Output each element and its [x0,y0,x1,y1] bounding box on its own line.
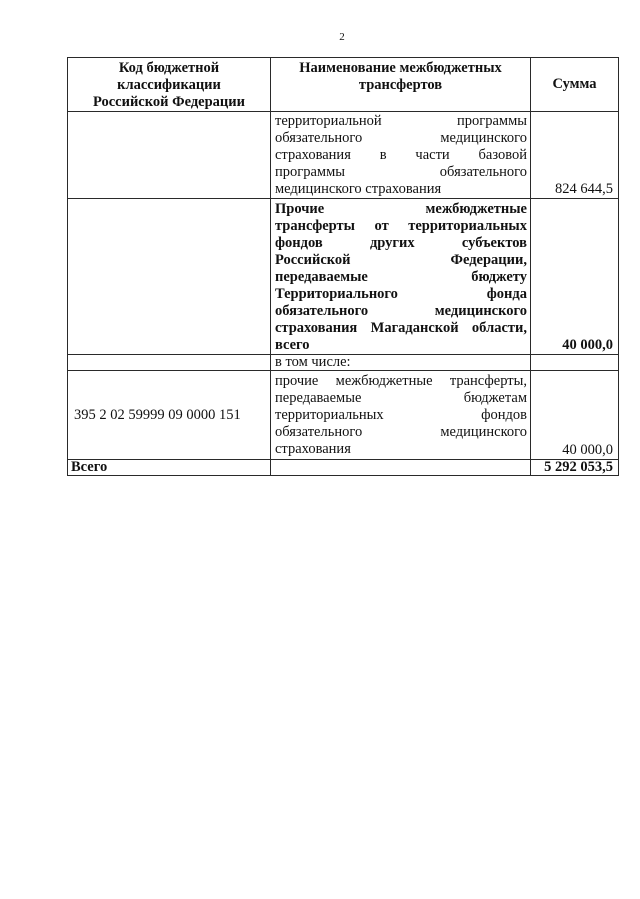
row-sum-cell [531,199,619,355]
row-transfer-name-cell [271,371,531,460]
row-sum-value: 824 644,5 [555,181,613,197]
row-budget-code-cell [68,355,271,371]
name-line: передаваемые бюджету [275,269,527,285]
row-sum-cell [531,355,619,371]
table-row [68,112,619,199]
row-budget-code-cell [68,371,271,460]
header-code-line: Код бюджетной [118,60,220,76]
row-sum-value: 40 000,0 [562,442,613,458]
row-budget-code-cell [68,112,271,199]
name-line: обязательного медицинского [275,303,527,319]
total-row [68,460,619,476]
name-line: страхования в части базовой [275,147,527,163]
name-line: передаваемые бюджетам [275,390,527,406]
header-name-line: трансфертов [358,77,443,93]
row-budget-code-cell [68,199,271,355]
row-budget-code: 395 2 02 59999 09 0000 151 [74,406,241,423]
row-sum-value: 40 000,0 [562,337,613,353]
total-name-cell [271,460,531,476]
name-line: Российской Федерации, [275,252,527,268]
total-sum: 5 292 053,5 [544,459,613,475]
name-line: всего [275,337,310,353]
name-line: программы обязательного [275,164,527,180]
row-sum-cell [531,112,619,199]
name-line: Территориального фонда [275,286,527,302]
name-line: медицинского страхования [275,181,442,197]
name-line: в том числе: [275,354,351,370]
header-code-line: Российской Федерации [92,94,245,110]
name-line: обязательного медицинского [275,130,527,146]
name-line: страхования [275,441,351,457]
total-label: Всего [71,459,108,475]
table-row [68,199,619,355]
header-transfer-name [271,58,531,112]
row-sum-cell [531,371,619,460]
page-number: 2 [339,31,345,43]
total-sum-cell [531,460,619,476]
budget-transfers-table [67,57,619,476]
name-line: трансферты от территориальных [275,218,527,234]
name-line: прочие межбюджетные трансферты, [275,373,527,389]
header-sum [531,58,619,112]
name-line: страхования Магаданской области, [275,320,527,336]
table-header-row [68,58,619,112]
name-line: обязательного медицинского [275,424,527,440]
name-line: фондов других субъектов [275,235,527,251]
header-name-line: Наименование межбюджетных [299,60,502,76]
header-code-line: классификации [117,77,221,93]
header-sum-label: Сумма [552,76,597,92]
row-transfer-name-cell [271,199,531,355]
name-line: территориальной программы [275,113,527,129]
name-line: территориальных фондов [275,407,527,423]
header-budget-code [68,58,271,112]
name-line: Прочие межбюджетные [275,201,527,217]
table-row [68,355,619,371]
total-label-cell [68,460,271,476]
table-row [68,371,619,460]
row-transfer-name-cell [271,355,531,371]
row-transfer-name-cell [271,112,531,199]
